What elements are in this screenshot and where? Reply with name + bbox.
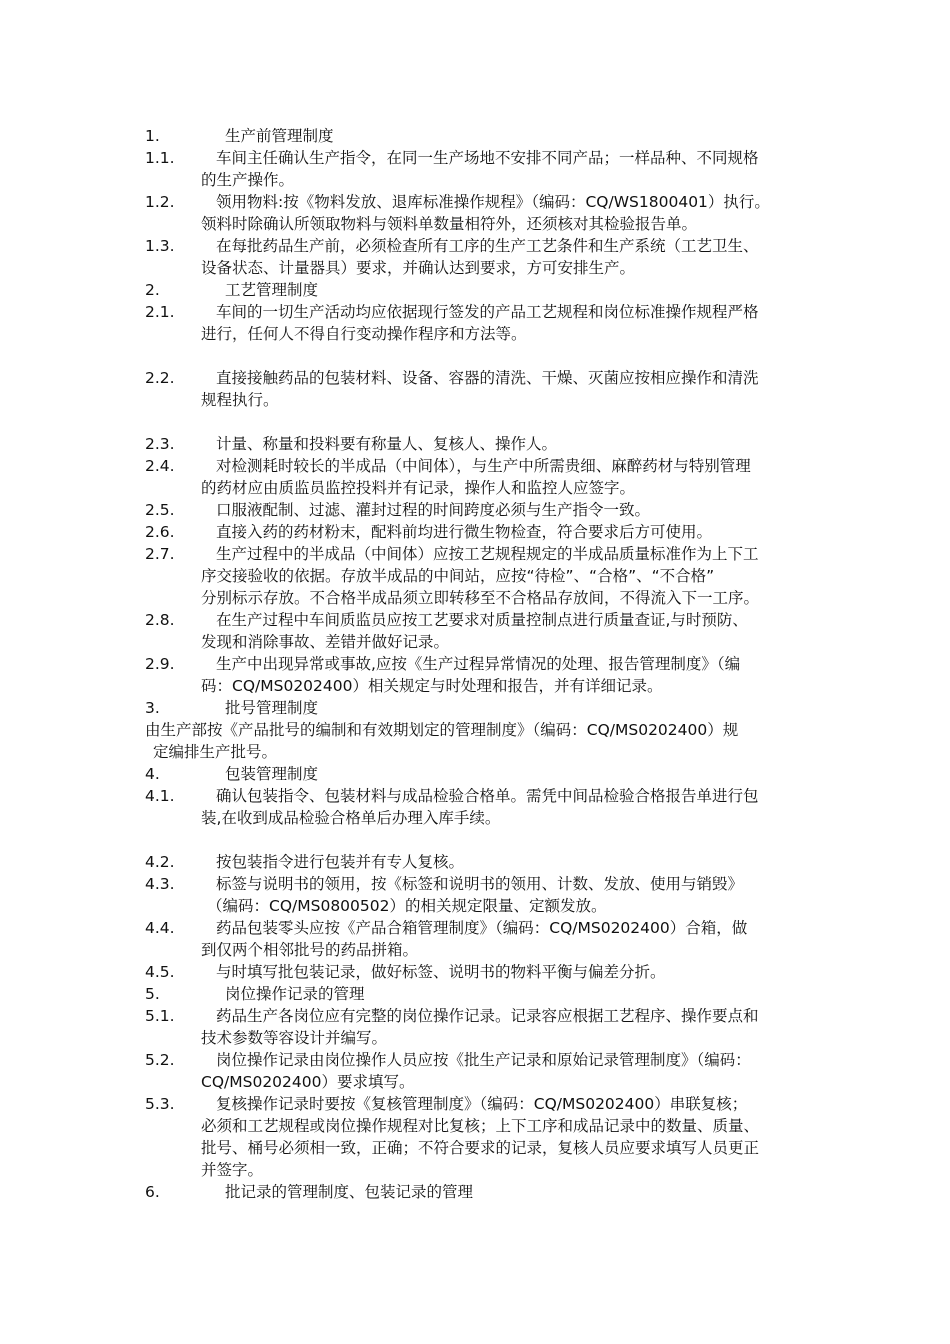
clause-text-continued: 进行，任何人不得自行变动操作程序和方法等。 bbox=[201, 325, 527, 343]
clause-item bbox=[145, 499, 817, 521]
clause-item bbox=[145, 785, 817, 807]
clause-text: 生产中出现异常或事故,应按《生产过程异常情况的处理、报告管理制度》（编 bbox=[216, 655, 741, 673]
clause-text: 计量、称量和投料要有称量人、复核人、操作人。 bbox=[216, 435, 558, 453]
clause-text: 标签与说明书的领用，按《标签和说明书的领用、计数、发放、使用与销毁》 bbox=[216, 875, 744, 893]
clause-item bbox=[145, 851, 817, 873]
section-heading bbox=[145, 697, 817, 719]
clause-text-continued: 到仅两个相邻批号的药品拼箱。 bbox=[201, 941, 419, 959]
section-title: 生产前管理制度 bbox=[225, 127, 334, 145]
section-number: 2. bbox=[145, 281, 160, 299]
section-heading bbox=[145, 763, 817, 785]
clause-item bbox=[145, 521, 817, 543]
clause-item bbox=[145, 917, 817, 939]
clause-continuation bbox=[145, 213, 817, 235]
section-title: 批记录的管理制度、包装记录的管理 bbox=[225, 1183, 474, 1201]
section-number: 1. bbox=[145, 127, 160, 145]
paragraph-line bbox=[145, 719, 817, 741]
clause-item bbox=[145, 301, 817, 323]
clause-continuation bbox=[145, 389, 817, 411]
clause-text-continued: 规程执行。 bbox=[201, 391, 279, 409]
clause-item bbox=[145, 873, 817, 895]
section-title: 岗位操作记录的管理 bbox=[225, 985, 365, 1003]
clause-continuation bbox=[145, 1071, 817, 1093]
clause-number: 2.2. bbox=[145, 369, 175, 387]
clause-text-continued: 码：CQ/MS0202400）相关规定与时处理和报告，并有详细记录。 bbox=[201, 677, 663, 695]
clause-text-continued: 的药材应由质监员监控投料并有记录，操作人和监控人应签字。 bbox=[201, 479, 636, 497]
clause-text-continued: （编码：CQ/MS0800502）的相关规定限量、定额发放。 bbox=[207, 897, 607, 915]
clause-text: 确认包装指令、包装材料与成品检验合格单。需凭中间品检验合格报告单进行包 bbox=[216, 787, 759, 805]
clause-text: 复核操作记录时要按《复核管理制度》（编码：CQ/MS0202400）串联复核； bbox=[216, 1095, 748, 1113]
clause-text: 在每批药品生产前，必须检查所有工序的生产工艺条件和生产系统（工艺卫生、 bbox=[216, 237, 759, 255]
section-number: 4. bbox=[145, 765, 160, 783]
section-heading bbox=[145, 125, 817, 147]
clause-number: 2.7. bbox=[145, 545, 175, 563]
clause-number: 5.2. bbox=[145, 1051, 175, 1069]
clause-number: 5.3. bbox=[145, 1095, 175, 1113]
section-number: 6. bbox=[145, 1183, 160, 1201]
clause-text-continued: CQ/MS0202400）要求填写。 bbox=[201, 1073, 415, 1091]
clause-continuation bbox=[145, 631, 817, 653]
clause-continuation bbox=[145, 565, 817, 587]
clause-continuation bbox=[145, 675, 817, 697]
clause-item bbox=[145, 961, 817, 983]
section-heading bbox=[145, 983, 817, 1005]
clause-number: 4.1. bbox=[145, 787, 175, 805]
clause-text: 药品生产各岗位应有完整的岗位操作记录。记录容应根据工艺程序、操作要点和 bbox=[216, 1007, 759, 1025]
section-number: 5. bbox=[145, 985, 160, 1003]
clause-item bbox=[145, 1093, 817, 1115]
clause-continuation bbox=[145, 1159, 817, 1181]
clause-number: 1.2. bbox=[145, 193, 175, 211]
clause-continuation bbox=[145, 477, 817, 499]
clause-number: 4.2. bbox=[145, 853, 175, 871]
clause-text-continued: 必须和工艺规程或岗位操作规程对比复核；上下工序和成品记录中的数量、质量、 bbox=[201, 1117, 760, 1135]
clause-continuation bbox=[145, 1115, 817, 1137]
clause-number: 4.3. bbox=[145, 875, 175, 893]
section-heading bbox=[145, 279, 817, 301]
clause-item bbox=[145, 367, 817, 389]
clause-item bbox=[145, 455, 817, 477]
clause-text-continued: 装,在收到成品检验合格单后办理入库手续。 bbox=[201, 809, 501, 827]
clause-number: 2.4. bbox=[145, 457, 175, 475]
section-number: 3. bbox=[145, 699, 160, 717]
clause-continuation bbox=[145, 939, 817, 961]
blank-line bbox=[145, 345, 817, 367]
clause-text-continued: 技术参数等容设计并编写。 bbox=[201, 1029, 388, 1047]
clause-text: 药品包装零头应按《产品合箱管理制度》（编码：CQ/MS0202400）合箱，做 bbox=[216, 919, 748, 937]
clause-text: 直接入药的药材粉末，配料前均进行微生物检查，符合要求后方可使用。 bbox=[216, 523, 713, 541]
section-title: 批号管理制度 bbox=[225, 699, 319, 717]
clause-item bbox=[145, 235, 817, 257]
clause-number: 2.6. bbox=[145, 523, 175, 541]
clause-text: 口服液配制、过滤、灌封过程的时间跨度必须与生产指令一致。 bbox=[216, 501, 651, 519]
clause-number: 2.3. bbox=[145, 435, 175, 453]
clause-text-continued: 并签字。 bbox=[201, 1161, 264, 1179]
clause-continuation bbox=[145, 807, 817, 829]
section-title: 包装管理制度 bbox=[225, 765, 319, 783]
clause-item bbox=[145, 609, 817, 631]
section-title: 工艺管理制度 bbox=[225, 281, 319, 299]
clause-text: 领用物料:按《物料发放、退库标准操作规程》（编码：CQ/WS1800401）执行。 bbox=[216, 193, 770, 211]
clause-continuation bbox=[145, 169, 817, 191]
clause-continuation bbox=[145, 587, 817, 609]
clause-item bbox=[145, 543, 817, 565]
clause-item bbox=[145, 653, 817, 675]
clause-continuation bbox=[145, 895, 817, 917]
clause-number: 2.1. bbox=[145, 303, 175, 321]
clause-text-continued: 设备状态、计量器具）要求，并确认达到要求，方可安排生产。 bbox=[201, 259, 636, 277]
clause-text-continued: 批号、桶号必须相一致，正确；不符合要求的记录，复核人员应要求填写人员更正 bbox=[201, 1139, 760, 1157]
clause-text: 生产过程中的半成品（中间体）应按工艺规程规定的半成品质量标准作为上下工 bbox=[216, 545, 759, 563]
clause-continuation bbox=[145, 257, 817, 279]
clause-item bbox=[145, 147, 817, 169]
clause-text: 在生产过程中车间质监员应按工艺要求对质量控制点进行质量查证,与时预防、 bbox=[216, 611, 748, 629]
clause-text: 按包装指令进行包装并有专人复核。 bbox=[216, 853, 465, 871]
clause-item bbox=[145, 1049, 817, 1071]
clause-text-continued: 发现和消除事故、差错并做好记录。 bbox=[201, 633, 450, 651]
section-heading bbox=[145, 1181, 817, 1203]
paragraph-line bbox=[145, 741, 817, 763]
clause-number: 4.4. bbox=[145, 919, 175, 937]
clause-continuation bbox=[145, 1027, 817, 1049]
clause-text: 车间的一切生产活动均应依据现行签发的产品工艺规程和岗位标准操作规程严格 bbox=[216, 303, 759, 321]
paragraph-text-continued: 定编排生产批号。 bbox=[153, 743, 278, 761]
clause-item bbox=[145, 433, 817, 455]
clause-text-continued: 序交接验收的依据。存放半成品的中间站，应按“待检”、“合格”、“不合格” bbox=[201, 567, 715, 585]
clause-number: 5.1. bbox=[145, 1007, 175, 1025]
blank-line bbox=[145, 829, 817, 851]
clause-text: 与时填写批包装记录，做好标签、说明书的物料平衡与偏差分折。 bbox=[216, 963, 666, 981]
clause-continuation bbox=[145, 323, 817, 345]
clause-text: 车间主任确认生产指令，在同一生产场地不安排不同产品；一样品种、不同规格 bbox=[216, 149, 759, 167]
clause-number: 2.5. bbox=[145, 501, 175, 519]
clause-text: 直接接触药品的包装材料、设备、容器的清洗、干燥、灭菌应按相应操作和清洗 bbox=[216, 369, 759, 387]
clause-number: 2.8. bbox=[145, 611, 175, 629]
clause-number: 4.5. bbox=[145, 963, 175, 981]
clause-text-continued: 的生产操作。 bbox=[201, 171, 295, 189]
paragraph-text: 由生产部按《产品批号的编制和有效期划定的管理制度》（编码：CQ/MS0202400）规 bbox=[145, 721, 739, 739]
clause-item bbox=[145, 1005, 817, 1027]
blank-line bbox=[145, 411, 817, 433]
clause-continuation bbox=[145, 1137, 817, 1159]
clause-number: 2.9. bbox=[145, 655, 175, 673]
clause-text-continued: 领料时除确认所领取物料与领料单数量相符外，还须核对其检验报告单。 bbox=[201, 215, 698, 233]
clause-number: 1.3. bbox=[145, 237, 175, 255]
clause-text: 岗位操作记录由岗位操作人员应按《批生产记录和原始记录管理制度》（编码： bbox=[216, 1051, 751, 1069]
clause-text-continued: 分别标示存放。不合格半成品须立即转移至不合格品存放间，不得流入下一工序。 bbox=[201, 589, 760, 607]
clause-number: 1.1. bbox=[145, 149, 175, 167]
document-body bbox=[145, 125, 817, 1203]
clause-item bbox=[145, 191, 817, 213]
clause-text: 对检测耗时较长的半成品（中间体），与生产中所需贵细、麻醉药材与特别管理 bbox=[216, 457, 751, 475]
